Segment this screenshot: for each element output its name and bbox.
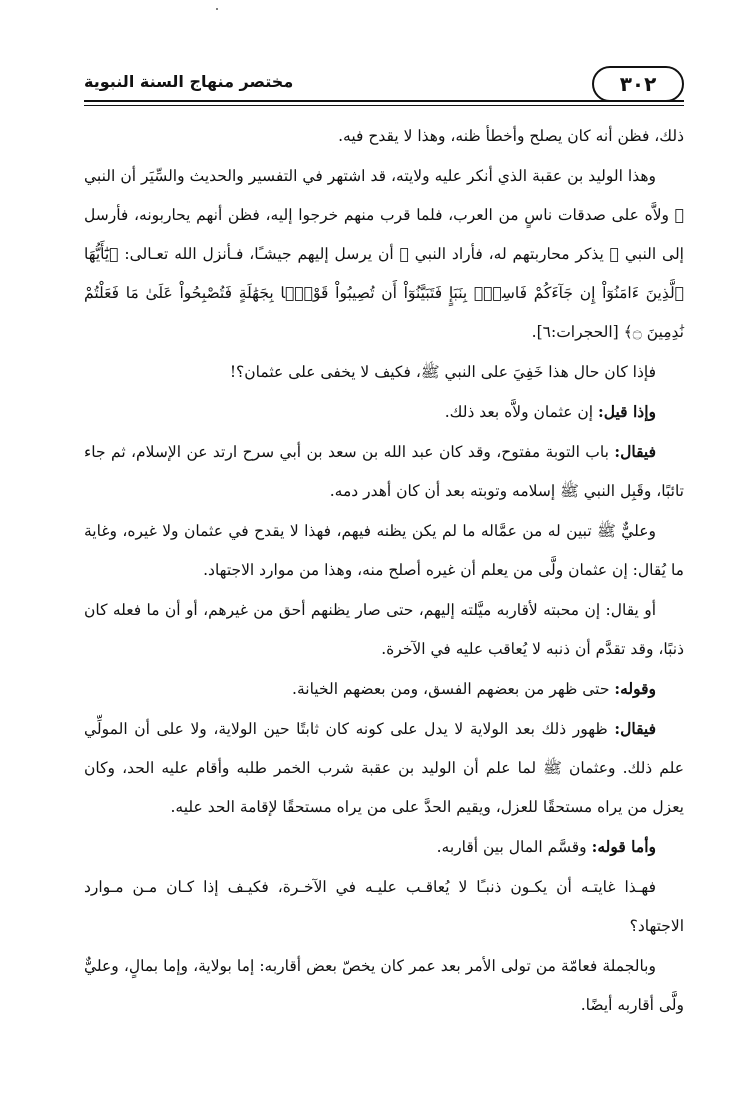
paragraph-7 xyxy=(84,590,684,669)
paragraph-text: وهذا الوليد بن عقبة الذي أنكر عليه ولايته، قد اشتهر في التفسير والحديث والسِّيَر أن النبي ﷺ ولاَّه على صدقات ناسٍ من العرب، فلما قرب منهم خرجوا إليه، فظن أنهم يحاربونه، فأرسل إلى النبي ﷺ يذكر محاربتهم له، فأراد النبي ﷺ أن يرسل إليهم جيشـًا، فـأنزل الله تعـالى: ﴿يَٰٓأَيُّهَا ٱلَّذِينَ ءَامَنُوٓاْ إِن جَآءَكُمْ فَاسِقٌۢ بِنَبَإٍ فَتَبَيَّنُوٓاْ أَن تُصِيبُواْ قَوْمًۢا بِجَهَٰلَةٍ فَتُصْبِحُواْ عَلَىٰ مَا فَعَلْتُمْ نَٰدِمِينَ ۝﴾ [الحجرات:٦]. xyxy=(84,167,684,341)
paragraph-5 xyxy=(84,432,684,511)
paragraph-10 xyxy=(84,827,684,867)
paragraph-lead: فيقال: xyxy=(614,442,656,461)
paragraph-11 xyxy=(84,867,684,946)
paragraph-text: فإذا كان حال هذا خَفِيَ على النبي ﷺ، فكيف لا يخفى على عثمان؟! xyxy=(229,363,656,381)
paragraph-text: وعليٌّ ﷺ تبين له من عمَّاله ما لم يكن يظنه فيهم، فهذا لا يقدح في عثمان ولا غيره، وغاية ما يُقال: إن عثمان ولَّى من يعلم أن غيره أصلح منه، وهذا من موارد الاجتهاد. xyxy=(84,522,684,579)
paragraph-lead: وإذا قيل: xyxy=(598,402,656,421)
page-number: ٣٠٢ xyxy=(619,72,657,96)
paragraph-text: أو يقال: إن محبته لأقاربه ميَّلته إليهم، حتى صار يظنهم أحق من غيرهم، أو أن ما فعله كان ذنبًا، وقد تقدَّم أن ذنبه لا يُعاقب عليه في الآخرة. xyxy=(84,601,684,658)
paragraph-9 xyxy=(84,709,684,827)
paragraph-text: وبالجملة فعامّة من تولى الأمر بعد عمر كان يخصّ بعض أقاربه: إما بولاية، وإما بمالٍ، وعليٌّ ولَّى أقاربه أيضًا. xyxy=(84,957,684,1014)
paragraph-6 xyxy=(84,511,684,590)
paragraph-1 xyxy=(84,116,684,156)
paragraph-12 xyxy=(84,946,684,1025)
running-title: مختصر منهاج السنة النبوية xyxy=(84,72,294,91)
header-rule-thin xyxy=(84,105,684,106)
scan-speck xyxy=(216,8,218,10)
paragraph-8 xyxy=(84,669,684,709)
paragraph-3 xyxy=(84,352,684,392)
paragraph-lead: فيقال: xyxy=(614,719,656,738)
paragraph-lead: وقوله: xyxy=(614,679,656,698)
body-text xyxy=(84,116,684,1025)
paragraph-text: باب التوبة مفتوح، وقد كان عبد الله بن سعد بن أبي سرح ارتد عن الإسلام، ثم جاء تائبًا، وقَبِل النبي ﷺ إسلامه وتوبته بعد أن كان أهدر دمه. xyxy=(84,443,684,500)
header-rule-thick xyxy=(84,100,684,102)
paragraph-text: ظهور ذلك بعد الولاية لا يدل على كونه كان ثابتًا حين الولاية، ولا على أن المولِّي علم ذلك. وعثمان ﷺ لما علم أن الوليد بن عقبة شرب الخمر طلبه وأقام عليه الحد، وكان يعزل من يراه مستحقًا للعزل، ويقيم الحدَّ على من يراه مستحقًا لإقامة الحد عليه. xyxy=(84,720,684,816)
page-header xyxy=(84,62,684,108)
paragraph-2 xyxy=(84,156,684,352)
paragraph-4 xyxy=(84,392,684,432)
paragraph-text: ذلك، فظن أنه كان يصلح وأخطأ ظنه، وهذا لا يقدح فيه. xyxy=(338,127,684,145)
paragraph-text: حتى ظهر من بعضهم الفسق، ومن بعضهم الخيانة. xyxy=(292,680,615,698)
paragraph-text: فهـذا غايتـه أن يكـون ذنبـًا لا يُعاقـب عليـه في الآخـرة، فكيـف إذا كـان مـن مـوارد الاجتهاد؟ xyxy=(84,878,684,935)
paragraph-text: إن عثمان ولاَّه بعد ذلك. xyxy=(444,403,599,421)
paragraph-text: وقسَّم المال بين أقاربه. xyxy=(436,838,592,856)
page-number-badge xyxy=(592,66,684,102)
paragraph-lead: وأما قوله: xyxy=(591,837,656,856)
